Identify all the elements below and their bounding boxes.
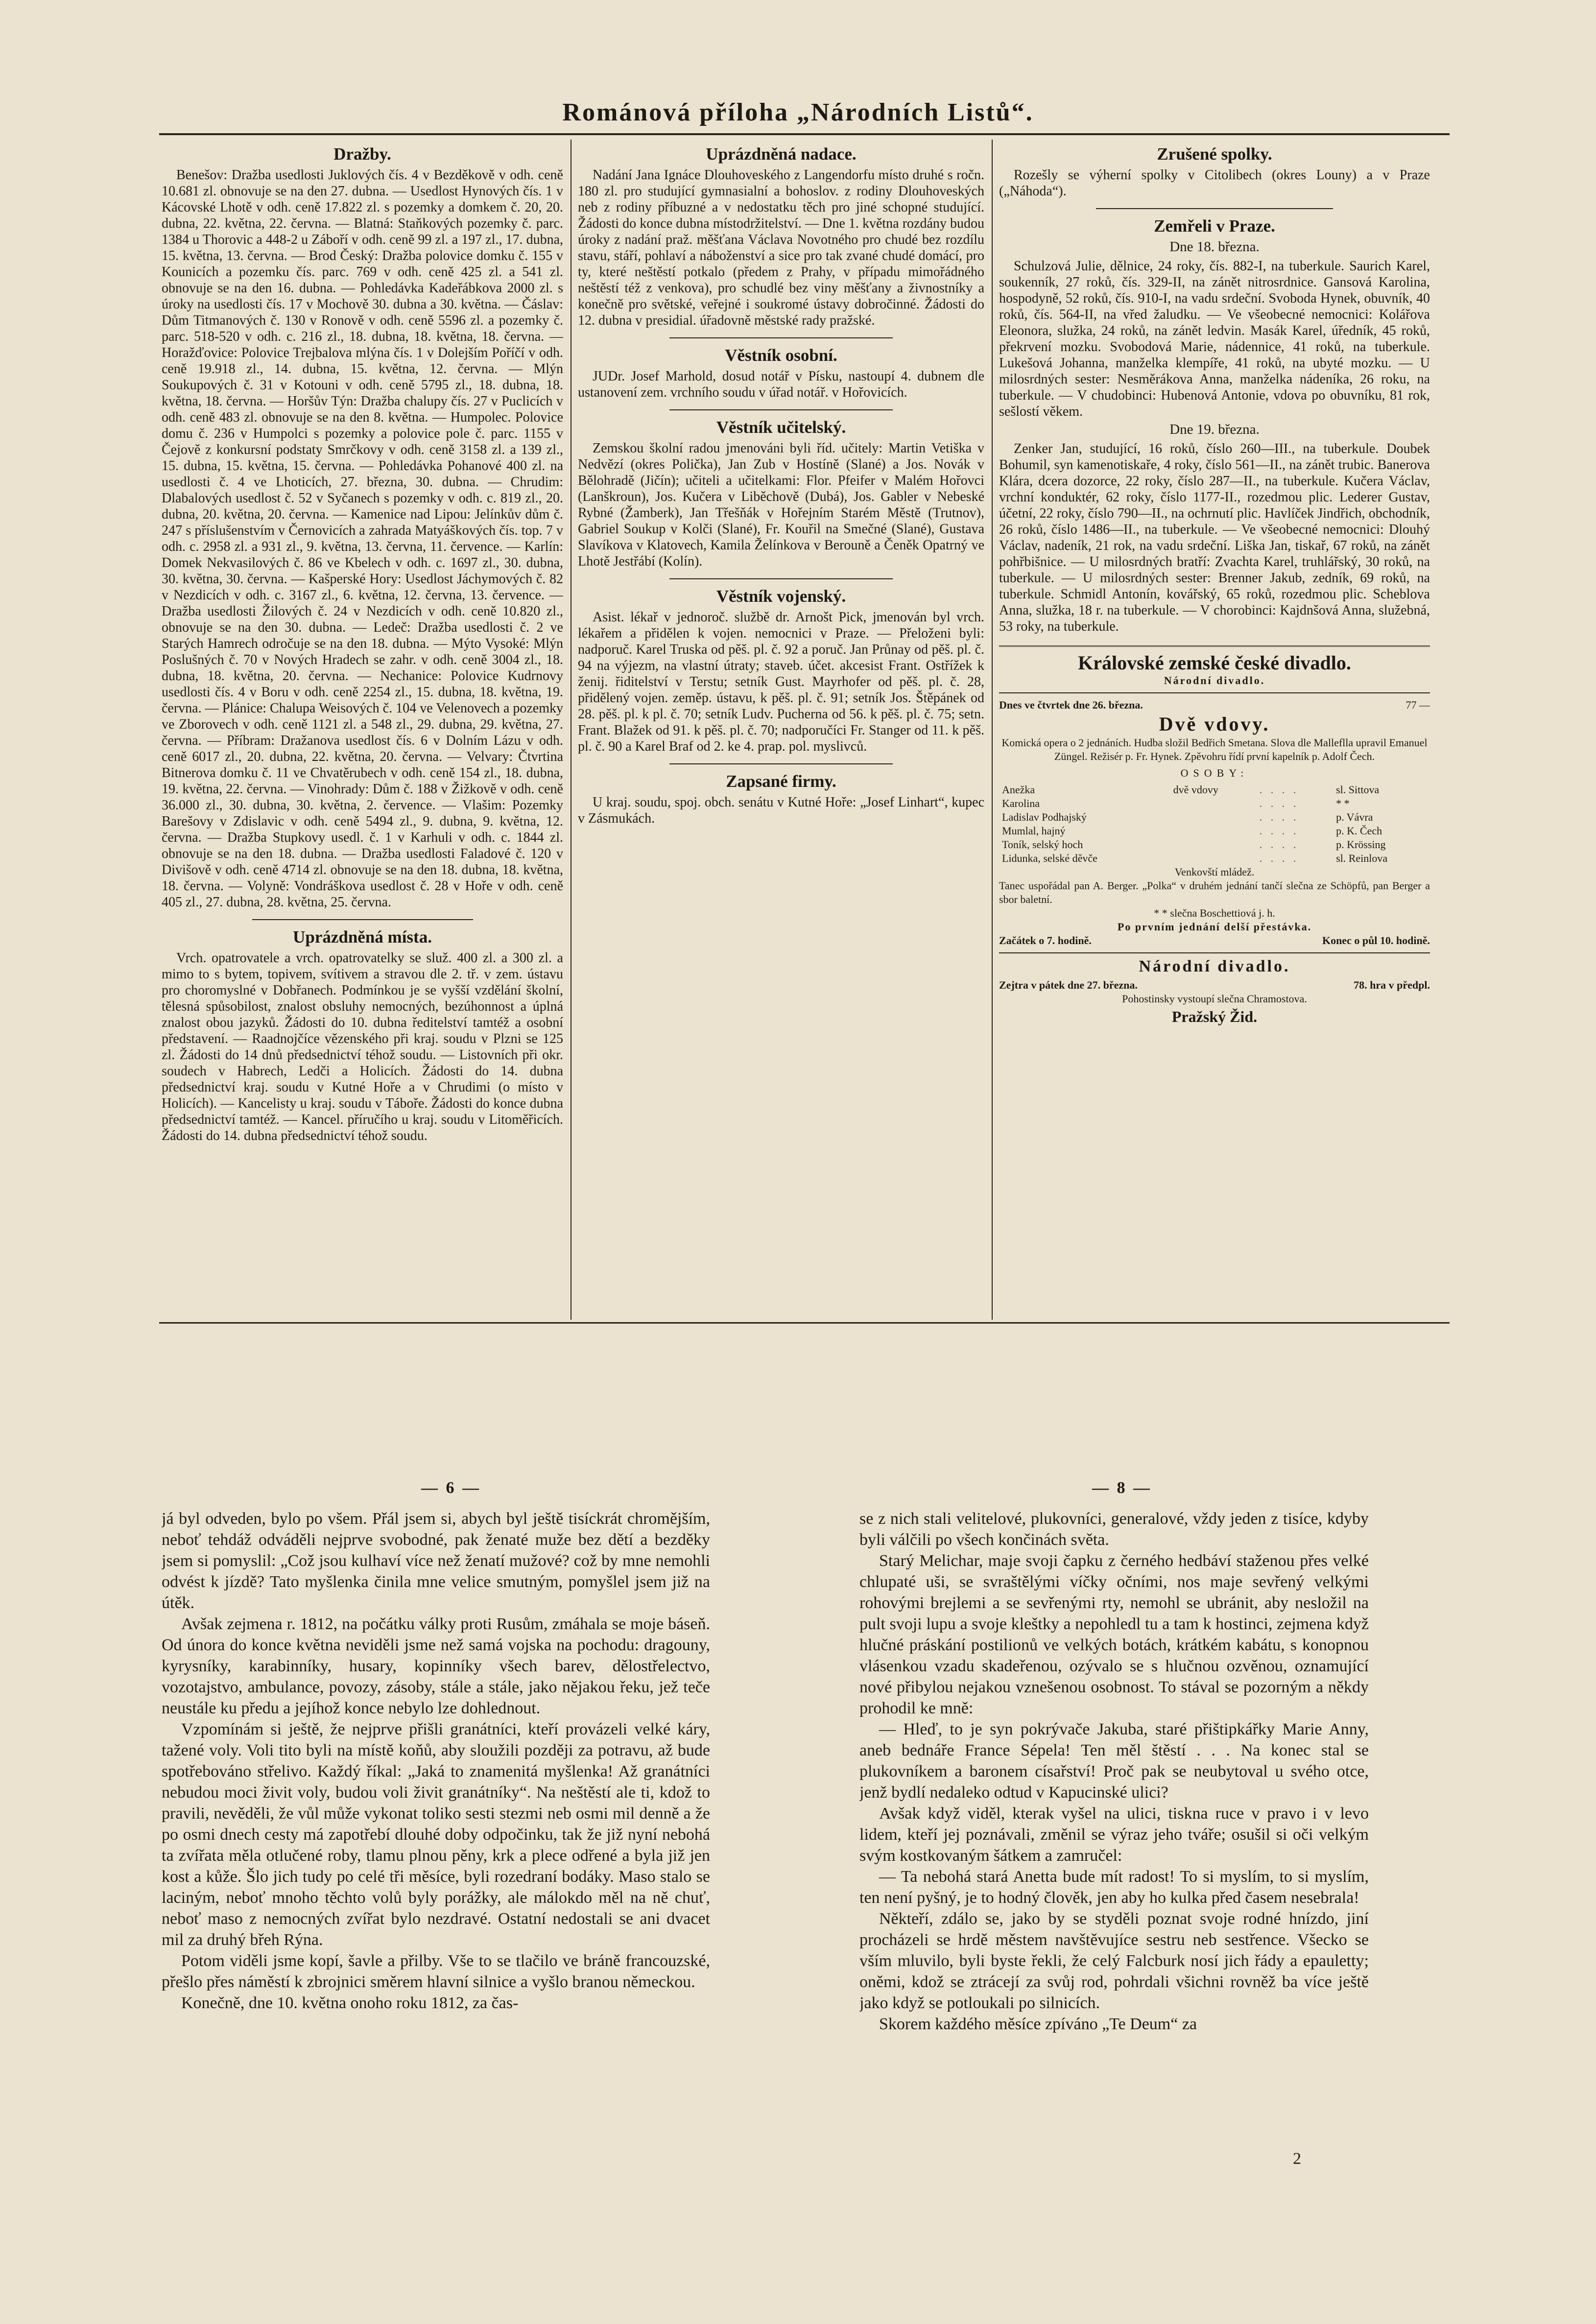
leader-dots: . . . . (1259, 825, 1299, 837)
cast-group (1170, 824, 1257, 838)
cast-extra: Venkovští mládež. (1174, 866, 1255, 878)
theatre-times (999, 934, 1430, 948)
deaths-day-2: Dne 19. března. (1169, 422, 1260, 437)
bottom-rule (159, 1322, 1450, 1324)
novel-paragraph: Avšak zejmena r. 1812, na počátku války proti Rusům, zmáhala se moje báseň. Od února do konce května neviděli jsme než samá vojska na pochodu: dragouny, kyrysníky, karabinníky, husary, kopinníky všech barev, dělostřelectvo, vozotajstvo, ambulance, povozy, zásoby, stále a stále, jako nějakou řeku, jež teče neustále ku předu a jejíhož konce nebylo lze dohlednout. (162, 1615, 710, 1717)
masthead-rule (159, 133, 1450, 135)
cast-group: dvě vdovy (1173, 783, 1218, 796)
dissolved-title: Zrušené spolky. (1157, 144, 1272, 164)
section-separator (669, 409, 893, 410)
cast-role: Ladislav Podhajský (1002, 811, 1087, 823)
cast-group (1170, 838, 1257, 852)
auctions-text: Benešov: Dražba usedlosti Juklových čís. 4 v Bezděkově v odh. ceně 10.681 zl. obnovuje se na den 27. dubna. — Usedlost Hynových čís. 1 v Kácovské Lhotě v odh. ceně 17.822 zl. s pozemky a domkem č. 20, 20. dubna, 22. května, 22. června. — Blatná: Staňkových pozemky č. parc. 1384 u Thorovic a 448-2 u Záboří v odh. ceně 99 zl. a 197 zl., 17. dubna, 15. května, 13. června. — Brod Český: Dražba polovice domku č. 155 v Kounicích a pozemku čís. parc. 769 v odh. ceně 425 zl. a 541 zl. obnovuje se na den 16. dubna. — Pohledávka Kadeřábkova 2000 zl. s úroky na usedlosti čís. 17 v Mochově 30. dubna a 30. května. — Čáslav: Dům Titmanových č. 130 v Ronově v odh. ceně 5596 zl. a pozemky č. parc. 518-520 v odh. c. 216 zl., 18. dubna, 18. května, 18. června. — Horažďovice: Polovice Trejbalova mlýna čís. 1 v Dolejším Poříčí v odh. ceně 19.918 zl., 14. dubna, 15. května, 12. června. — Mlýn Soukupových č. 31 v Kotouni v odh. ceně 5795 zl., 18. dubna, 18. května, 18. června. — Horšův Týn: Dražba chalupy čís. 27 v Puclicích v odh. ceně 483 zl. obnovuje se na den 8. května. — Humpolec. Polovice domu č. 236 v Humpolci s pozemky a polovice pole č. parc. 1155 v Čejově z konkursní podstaty Smrčkovy v odh. ceně 3158 zl. a 139 zl., 15. dubna, 15. května, 15. června. — Pohledávka Pohanové 400 zl. na usedlosti č. 4 ve Lhoticích, 27. března, 30. dubna. — Chrudim: Dlabalových usedlost č. 52 v Syčanech s pozemky v odh. c. 819 zl., 20. dubna, 20. května, 20. června. — Kamenice nad Lipou: Jelínkův dům č. 247 s příslušenstvím v Černovicích a zahrada Matyáškových čís. top. 7 v odh. c. 2958 zl. a 931 zl., 9. května, 13. června, 11. července. — Karlín: Domek Nekvasilových č. 86 ve Kbelech v odh. c. 1697 zl., 30. dubna, 30. května, 30. června. — Kašperské Hory: Usedlost Jáchymových č. 82 v Nezdicích v odh. c. 3167 zl., 6. května, 12. června, 13. července. — Dražba usedlosti Žilových č. 24 v Nezdicích v odh. ceně 10.820 zl., obnovuje se na den 30. dubna. — Ledeč: Dražba usedlosti č. 2 ve Starých Hamrech odročuje se na den 18. dubna. — Mýto Vysoké: Mlýn Poslušných č. 70 v Nových Hradech se zahr. v odh. ceně 3004 zl., 18. dubna, 18. května, 20. června. — Nechanice: Polovice Kudrnovy usedlosti čís. 4 v Boru v odh. ceně 2254 zl., 15. dubna, 18. května, 19. června. — Plánice: Chalupa Weisových č. 104 ve Velenovech a pozemky ve Zborovech v odh. ceně 1121 zl. a 548 zl., 29. dubna, 29. května, 27. června. — Příbram: Dražanova usedlost čís. 6 v Dolním Lázu v odh. ceně 6017 zl., 20. dubna, 22. května, 20. června. — Velvary: Čtvrtina Bitnerova domku č. 11 ve Chvatěrubech v odh. ceně 154 zl., 18. dubna, 19. května, 22. června. — Vinohrady: Dům č. 188 v Žižkově v odh. ceně 36.000 zl., 30. dubna, 30. května, 2. července. — Vlašim: Pozemky Barešovy v Zdislavic v odh. ceně 5494 zl., 9. dubna, 9. května, 12. června. — Dražba Stupkovy usedl. č. 1 v Karhuli v odh. c. 1844 zl. obnovuje se na den 18. dubna. — Dražba usedlosti Faladové č. 120 v Divišově v odh. ceně 4714 zl. obnovuje se na den 18. dubna, 18. května, 18. června. — Volyně: Vondráškova usedlost č. 28 v Hoře v odh. ceně 405 zl., 27. dubna, 28. května, 25. června. (162, 167, 563, 910)
section-separator (669, 578, 893, 579)
cast-label: OSOBY: (1180, 767, 1249, 779)
personal-text: JUDr. Josef Marhold, dosud notář v Písku, nastoupí 4. dubnem dle ustanovení zem. vrchního soudu v úřad notář. v Hořovicích. (578, 369, 984, 400)
cast-row (999, 797, 1430, 810)
column-1 (162, 142, 563, 1317)
tomorrow-subscription: 78. hra v předpl. (1354, 979, 1430, 991)
leader-dots: . . . . (1259, 811, 1299, 823)
opera-title: Dvě vdovy. (1159, 713, 1270, 735)
theatre-title: Královské zemské české divadlo. (1078, 652, 1351, 674)
cast-group (1170, 797, 1257, 810)
page-number-right: — 8 — (1092, 1479, 1152, 1497)
cast-actor: * * (1336, 797, 1350, 809)
signature-number: 2 (1293, 2150, 1301, 2168)
page-number-left: — 6 — (421, 1479, 481, 1497)
foundation-text: Nadání Jana Ignáce Dlouhoveského z Langendorfu místo druhé s ročn. 180 zl. pro studující gymnasialní a bohoslov. z rodiny Dlouhoveských neb z rodiny příbuzné a v nedostatku těch pro jiné schopné studující. Žádosti do konce dubna místodržitelství. — Dne 1. května rozdány budou úroky z nadání praž. měšťana Václava Novotného pro chudé bez rozdílu stavu, stáří, pohlaví a náboženství a sice pro tak zvané chudé domácí, pro ty, které neštěstí potkalo (předem z Prahy, v případu mimořádného neštěstí též z venkova), pro schudlé bez viny měšťany a živnostníky a konečně pro světské, veřejné i soukromé ústavy dobročinné. Žádosti do 12. dubna v presidial. úřadovně městské rady pražské. (578, 167, 984, 328)
deaths-day-1: Dne 18. března. (1169, 239, 1260, 255)
cast-actor: p. Vávra (1336, 811, 1373, 823)
cast-table (999, 783, 1430, 865)
opera-credits: Komická opera o 2 jednáních. Hudba složil Bedřich Smetana. Slova dle Malleflla upravil Emanuel Züngel. Režisér p. Fr. Hynek. Zpěvohru řídí první kapelník p. Adolf Čech. (1001, 736, 1428, 762)
leader-dots: . . . . (1259, 783, 1299, 796)
cast-row (999, 852, 1430, 865)
vacancies-text: Vrch. opatrovatele a vrch. opatrovatelky se služ. 400 zl. a 300 zl. a mimo to s bytem, topivem, svítivem a stravou dle 2. tř. v zem. ústavu pro choromyslné v Dobřanech. Podmínkou je se vyšší vzdělání školní, tělesná spůsobilost, znalost obsluhy nemocných, bezúhonnost a úplná znalost obou jazyků. Žádosti do 10. dubna ředitelství tamtéž a osobní představení. — Raadnojčíce vězenského při kraj. soudu v Plzni se 125 zl. Žádosti do 14 dnů předsednictví téhož soudu. — Listovních při okr. soudech v Habrech, Ledči a Holicích. Žádosti do 14. dubna předsednictví kraj. soudu v Kutné Hoře a v Chrudimi (o místo v Holicích). — Kancelisty u kraj. soudu v Táboře. Žádosti do konce dubna předsednictví tamtéž. — Kancel. příručího u kraj. soudu v Litoměřicích. Žádosti do 14. dubna předsednictví téhož soudu. (162, 950, 563, 1143)
novel-paragraph: Skorem každého měsíce zpíváno „Te Deum“ za (879, 2015, 1197, 2033)
cast-actor: p. Krössing (1336, 838, 1386, 851)
deaths-title: Zemřeli v Praze. (1154, 216, 1275, 236)
cast-role: Karolina (1002, 797, 1040, 809)
cast-row (999, 838, 1430, 852)
novel-paragraph: já byl odveden, bylo po všem. Přál jsem si, abych byl ještě tisíckrát chromějším, neboť tehdáž odváděli nejprve svobodné, pak ženaté muže bez dětí a bezděky jsem si pomyslil: „Což jsou kulhaví více než ženatí mužové? což by mne nemohli odvést k jízdě? Tato myšlenka činila mne velice smutným, pomyšlel jsem již na útěk. (162, 1510, 710, 1612)
dissolved-text: Rozešly se výherní spolky v Citolibech (okres Louny) a v Praze („Náhoda“). (999, 167, 1430, 199)
theatre-2-title: Národní divadlo. (1139, 957, 1290, 975)
play-title: Pražský Žid. (1171, 1008, 1258, 1025)
section-separator (252, 919, 473, 920)
teachers-text: Zemskou školní radou jmenováni byli říd. učitely: Martin Vetiška v Nedvězí (okres Polička), Jan Zub v Hostíně (Slané) a Jos. Novák v Bělohradě (Jičín); učiteli a učitelkami: Flor. Pfeifer v Malém Hořovci (Lanškroun), Jos. Kučera v Liběchově (Dubá), Jos. Gabler v Nebeské Rybné (Žamberk), Jan Třešňák v Hořejním Starém Městě (Trutnov), Gabriel Soukup v Kolči (Slané), Fr. Kouřil na Smečné (Slané), Gustava Slavíkova v Klatovech, Kamila Želínkova v Berouně a Čeněk Opatrný ve Lhotě Jestřábí (Kolín). (578, 441, 984, 569)
cast-group (1170, 810, 1257, 824)
novel-paragraph: — Ta nebohá stará Anetta bude mít radost! To si myslím, to si myslím, ten není pyšný, je to hodný člověk, jen aby ho kulka před časem nesebrala! (859, 1868, 1369, 1907)
novel-column-right (859, 1508, 1369, 2145)
auctions-title: Dražby. (333, 144, 391, 164)
novel-paragraph: se z nich stali velitelové, plukovníci, generalové, vždy jeden z tisíce, kdyby byli válčili po všech končinách světa. (859, 1510, 1369, 1549)
deaths-text-2: Zenker Jan, studující, 16 roků, číslo 260—III., na tuberkule. Doubek Bohumil, syn kamenotiskaře, 4 roky, číslo 561—II., na zánět trubic. Banerova Klára, dcera dozorce, 22 roky, číslo 287—II., na tuberkule. Kučera Václav, vrchní konduktér, 62 roky, číslo 1177-II., rozedmou plic. Lederer Gustav, účetní, 22 roky, číslo 790—II., na ochrnutí plic. Havlíček Jindřich, obchodník, 26 roků, číslo 1486—II., na tuberkule. — Ve všeobecné nemocnici: Dlouhý Václav, nadeník, 21 rok, na vadu srdeční. Liška Jan, tiskař, 67 roků, na zánět pohřbišnice. — U milosrdných bratří: Zvachta Karel, truhlářský, 30 roků, na tuberkule. — U milosrdných sester: Brenner Jakub, zedník, 69 roků, na tuberkule. Schmidl Antonín, kovářský, 65 roků, rozedmou plic. Scheblova Anna, služka, 18 r. na tuberkule. — V chorobinci: Kajdnšová Anna, služebná, 53 roky, na tuberkule. (999, 441, 1430, 634)
firms-text: U kraj. soudu, spoj. obch. senátu v Kutné Hoře: „Josef Linhart“, kupec v Zásmukách. (578, 795, 984, 826)
cast-actor: sl. Sittova (1336, 783, 1380, 796)
novel-paragraph: Vzpomínám si ještě, že nejprve přišli granátníci, kteří provázeli velké káry, tažené voly. Voli tito byli na místě koňů, aby sloužili později za potravu, až bude spotřebováno střelivo. Každý říkal: „Jaká to znamenitá myšlenka! Až granátníci nebudou moci živit voly, budou voli živit granátníky“. Na neštěstí ale ti, kdož to pravili, nevěděli, že vůl může vykonat toliko sesti stezmi neb osmi mil denně a že po osmi dnech cesty má zapotřebí dlouhé doby odpočinku, tak že již nyní nebohá ta zvířata měla otlučené roby, tlamu plnou pěny, krk a plece odřené a byla již jen kost a kůže. Šlo jich tudy po celé tři měsíce, byli rozedraní bodáky. Maso stalo se laciným, neboť mnoho těchto volů byly porážky, ale málokdo měl na ně chuť, neboť maso z nemocných zvířat bylo nezdravé. Ostatní nedostali se ani dvacet mil za druhý břeh Rýna. (162, 1720, 710, 1949)
section-separator (669, 763, 893, 764)
cast-actor: p. K. Čech (1336, 825, 1382, 837)
cast-row (999, 783, 1430, 797)
section-separator (1096, 208, 1333, 209)
masthead: Románová příloha „Národních Listů“. (562, 98, 1034, 126)
theatre-subtitle: Národní divadlo. (1164, 674, 1265, 687)
dance-note: Tanec uspořádal pan A. Berger. „Polka“ v druhém jednání tančí slečna ze Schöpfů, pan Berger a sbor baletní. (999, 879, 1430, 905)
intermission-note: Po prvním jednání delší přestávka. (1117, 921, 1312, 933)
column-rule-2 (992, 140, 993, 1320)
military-text: Asist. lékař v jednoroč. službě dr. Arnošt Pick, jmenován byl vrch. lékařem a přidělen k vojen. nemocnici v Praze. — Přeloženi byli: nadporuč. Karel Truska od pěš. pl. č. 92 a poruč. Jan Průnay od pěš. pl. č. 94 na výjezm, na vlastní útraty; staveb. účet. akcesist Frant. Ostřížek k ženij. řiditelství v Terstu; setník Gust. Mayrhofer od pěš. pl. č. 28, přidělený vojen. zeměp. ústavu, k pěš. pl. č. 91; setník Jos. Štěpánek od 28. pěš. pl. k pl. č. 70; setník Ludv. Pucherna od 56. k pěš. pl. č. 75; setn. Frant. Blažek od 91. k pěš. pl. č. 70; nadporučíci Fr. Stanger od 11. k pěš. pl. č. 90 a Karel Braf od 2. ke 4. prap. pol. myslivců. (578, 610, 984, 754)
cast-group (1170, 852, 1257, 865)
foundation-title: Uprázdněná nadace. (706, 144, 857, 164)
leader-dots: . . . . (1259, 852, 1299, 864)
teachers-title: Věstník učitelský. (716, 418, 846, 437)
theatre-date-row (999, 698, 1430, 712)
novel-paragraph: — Hleď, to je syn pokrývače Jakuba, staré přištipkářky Marie Anny, aneb bednáře France Sépela! Ten měl štěstí . . . Na konec stal se plukovníkem a baronem císařství! Proč pak se neubytoval u svého otce, jenž bydlí nedaleko odtud v Kapucinské ulici? (859, 1720, 1369, 1802)
theatre-date: Dnes ve čtvrtek dne 26. března. (999, 699, 1143, 711)
novel-column-left (162, 1508, 710, 2174)
leader-dots: . . . . (1259, 797, 1299, 809)
column-2 (578, 142, 984, 1317)
military-title: Věstník vojenský. (716, 587, 846, 606)
cast-role: Anežka (1002, 783, 1035, 796)
guest-performer: Pohostinsky vystoupí slečna Chramostova. (1122, 993, 1307, 1005)
vacancies-title: Uprázdněná místa. (293, 927, 432, 947)
theatre-divider (999, 952, 1430, 953)
end-time: Konec o půl 10. hodině. (1322, 934, 1430, 947)
cast-actor: sl. Reinlova (1336, 852, 1388, 864)
leader-dots: . . . . (1259, 838, 1299, 851)
novel-paragraph: Někteří, zdálo se, jako by se styděli poznat svoje rodné hnízdo, jiní procházeli se hrdě městem navštěvujíce sestru neb sestřence. Všecko se vším mluvilo, byli byste řekli, že celý Falcburk nosí jich řády a epauletty; oněmi, kdož se ztrácejí za svůj rod, pohrdali všichni rovněž ba více ještě jako když se potloukali po silnicích. (859, 1910, 1369, 2012)
novel-paragraph: Avšak když viděl, kterak vyšel na ulici, tiskna ruce v pravo i v levo lidem, kteří jej poznávali, změnil se výraz jeho tváře; osušil si oči velkým svým kostkovaným šátkem a zamručel: (859, 1804, 1369, 1865)
start-time: Začátek o 7. hodině. (999, 934, 1092, 947)
cast-role: Mumlal, hajný (1002, 825, 1066, 837)
novel-paragraph: Starý Melichar, maje svoji čapku z černého hedbáví staženou přes velké chlupaté uši, se svraštělými víčky očními, nos maje sevřený velkými rohovými brejlemi a se sevřenými rty, nemohl se ubránit, aby nesložil na pult svoji lupu a svoje kleštky a nepohledl tu a tam k hostinci, zejmena když hlučné práskání postilionů ve velkých botách, krátkém kabátu, s konopnou vlásenkou vzadu skadeřenou, ozývalo se s hlučnou ozvěnou, oznamující nové přibylou nejakou vznešenou osobnost. To stával se pozorným a někdy prohodil ke mně: (859, 1552, 1369, 1717)
firms-title: Zapsané firmy. (726, 772, 836, 791)
cast-role: Lidunka, selské děvče (1002, 852, 1097, 864)
personal-title: Věstník osobní. (725, 346, 837, 365)
tomorrow-row (999, 978, 1430, 992)
guest-note: * * slečna Boschettiová j. h. (1154, 907, 1275, 919)
cast-row (999, 810, 1430, 824)
theatre-performance-number: 77 — (1405, 699, 1430, 711)
novel-paragraph: Konečně, dne 10. května onoho roku 1812, za čas- (181, 1994, 519, 2012)
cast-role: Toník, selský hoch (1002, 838, 1083, 851)
column-3 (999, 142, 1430, 1317)
tomorrow-date: Zejtra v pátek dne 27. března. (999, 979, 1138, 991)
section-separator (669, 337, 893, 338)
cast-row (999, 824, 1430, 838)
column-rule-1 (571, 140, 572, 1320)
theatre-divider (999, 692, 1430, 693)
theatre-box-top (999, 645, 1430, 647)
deaths-text-1: Schulzová Julie, dělnice, 24 roky, čís. 882-I, na tuberkule. Saurich Karel, soukenník, 27 roků, čís. 329-II, na zánět nitrosrdnice. Gansová Karolina, hospodyně, 52 roků, čís. 910-I, na vadu srdeční. Svoboda Hynek, obuvník, 40 roků, čís. 564-II, na vřed žaludku. — Ve všeobecné nemocnici: Kolářova Eleonora, služka, 24 roků, na zánět ledvin. Masák Karel, úředník, 45 roků, překrvení mozku. Svobodová Marie, nádennice, 41 roků, na tuberkule. Lukešová Johanna, manželka klempíře, 41 roků, na ubyté mozku. — U milosrdných sester: Nesměrákova Anna, manželka nádeníka, 26 roku, na tuberkule. — V chudobinci: Hubenová Antonie, vdova po obuvníku, 81 rok, sešlostí věkem. (999, 259, 1430, 419)
novel-paragraph: Potom viděli jsme kopí, šavle a přilby. Vše to se tlačilo ve bráně francouzské, přešlo přes náměstí k zbrojnici směrem hlavní silnice a vyšlo branou německou. (162, 1952, 710, 1991)
